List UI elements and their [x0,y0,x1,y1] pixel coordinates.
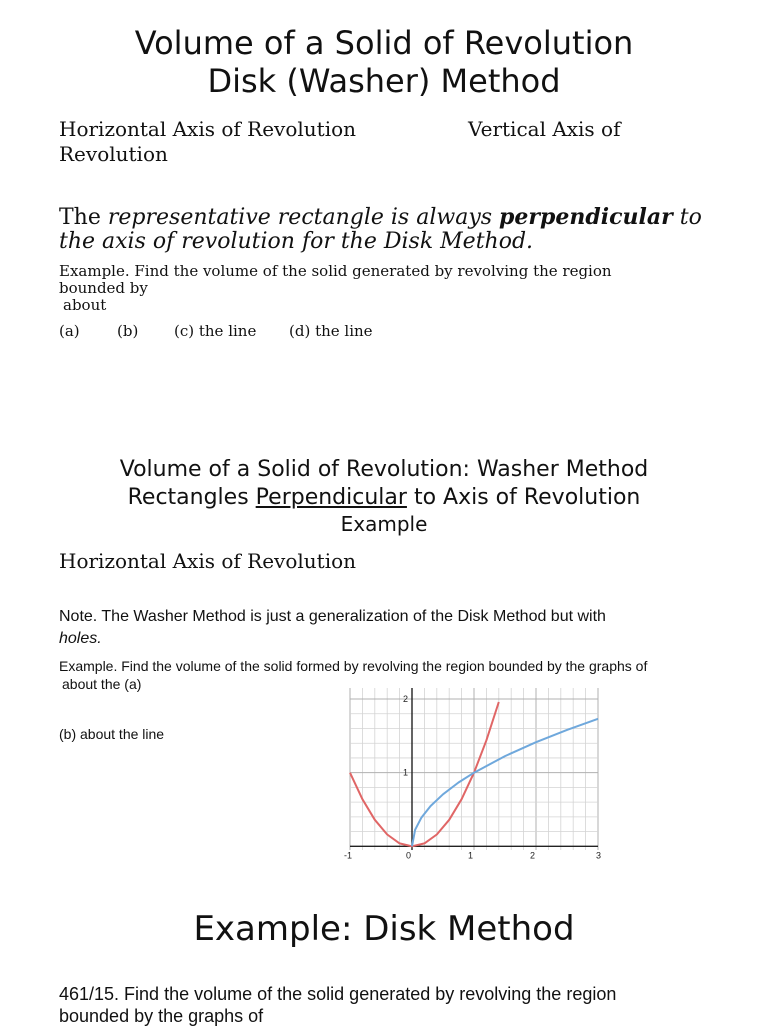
slide3-title: Example: Disk Method [193,909,575,949]
disk-method-statement [59,204,702,230]
horizontal-axis-label: Horizontal Axis of Revolution [59,117,357,141]
x-tick-label: -1 [344,850,353,861]
statement-line2: the axis of revolution for the Disk Method. [59,229,534,254]
note-line1: Note. The Washer Method is just a generalization of the Disk Method but with [59,608,606,625]
example1-line3: about [63,296,107,314]
washer-graph [344,680,644,870]
vertical-axis-label-cont: Revolution [59,142,168,166]
part-b: (b) [117,322,139,340]
note-line2-wrap [59,630,102,648]
series-line-1 [412,719,598,847]
x-tick-label: 1 [468,850,474,861]
y-tick-label: 1 [403,767,409,778]
title-pre: Rectangles [127,485,249,510]
example1-line2: bounded by [59,279,148,297]
slide3-body-line1: 461/15. Find the volume of the solid generated by revolving the region [59,984,617,1004]
slide2-title-line2 [0,485,768,510]
title-underlined: Perpendicular [255,485,407,510]
slide1-title-line2: Disk (Washer) Method [207,62,561,100]
slide1-title-line1: Volume of a Solid of Revolution [134,24,634,62]
slide3-body-line2: bounded by the graphs of [59,1006,264,1026]
title-post: to Axis of Revolution [413,485,641,510]
example2-line1: Example. Find the volume of the solid formed by revolving the region bounded by the graphs of [59,658,648,674]
note-line2: holes. [59,630,102,647]
slide2-horizontal-label: Horizontal Axis of Revolution [59,549,357,573]
y-tick-label: 2 [403,694,409,705]
example1-line1: Example. Find the volume of the solid generated by revolving the region [59,262,612,280]
slide2-title-line1: Volume of a Solid of Revolution: Washer Method [119,457,649,482]
example2-line2: about the (a) [62,676,142,692]
x-tick-label: 0 [406,850,412,861]
slide2-subtitle: Example [340,512,428,536]
x-tick-label: 3 [596,850,602,861]
vertical-axis-label: Vertical Axis of [468,117,621,141]
statement-bold: perpendicular [499,204,673,230]
statement-to: to [679,205,702,230]
example2-part-b: (b) about the line [59,726,165,742]
chart-grid [350,688,598,850]
statement-the: The [59,205,101,230]
disk-method-statement-line2 [59,229,533,254]
part-c: (c) the line [174,322,257,340]
statement-italic: representative rectangle is always [107,205,493,230]
part-d: (d) the line [289,322,373,340]
part-a: (a) [59,322,80,340]
x-tick-label: 2 [530,850,536,861]
